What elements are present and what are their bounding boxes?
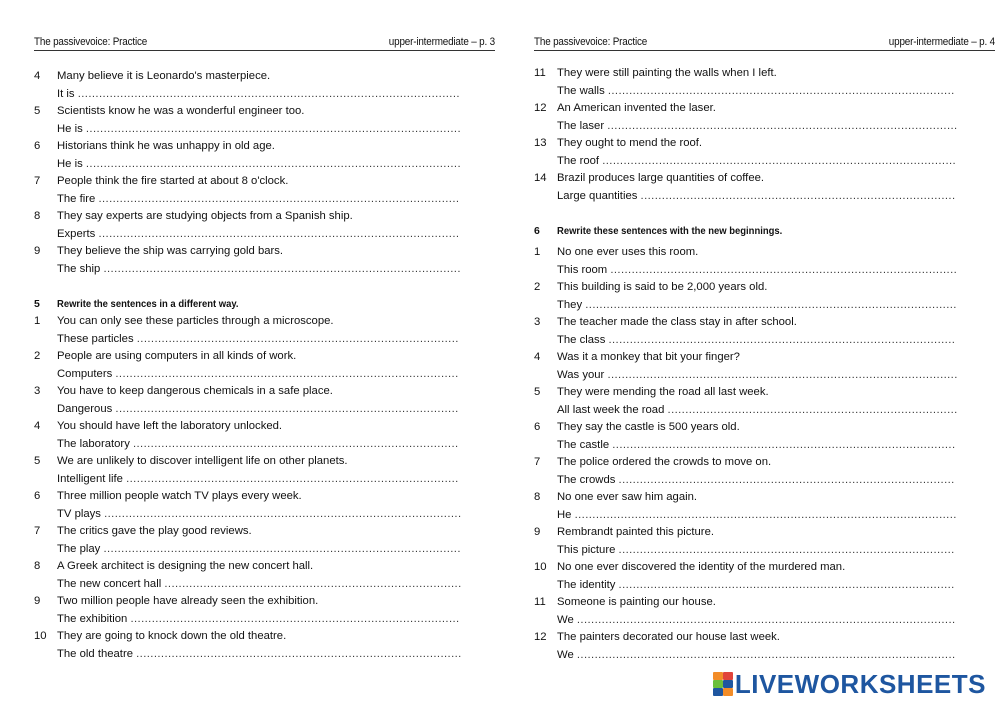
exercise-item <box>530 629 995 647</box>
answer-field[interactable]: ............................................................................................ <box>132 437 459 450</box>
item-sentence: No one ever discovered the identity of the murdered man. <box>557 561 846 573</box>
answer-row <box>530 647 995 665</box>
item-number: 13 <box>534 137 547 149</box>
answer-line <box>557 297 957 315</box>
answer-field[interactable]: ........................................................................................................... <box>576 613 956 626</box>
exercise-item <box>30 593 495 611</box>
item-number: 12 <box>534 102 547 114</box>
answer-line <box>557 612 956 630</box>
answer-row <box>30 506 495 524</box>
header-page-number: upper-intermediate – p. 4 <box>888 36 995 48</box>
answer-row <box>530 83 995 101</box>
answer-row <box>530 262 995 280</box>
item-number: 1 <box>534 246 541 258</box>
section-number: 5 <box>34 297 40 310</box>
answer-field[interactable]: ......................................................................................... <box>640 189 956 202</box>
right-page-header <box>534 36 995 51</box>
section-heading <box>30 296 495 314</box>
item-sentence: Brazil produces large quantities of coffee. <box>557 172 765 184</box>
answer-start: He is <box>57 157 83 170</box>
answer-line <box>557 83 955 101</box>
exercise-item <box>30 628 495 646</box>
exercise-item <box>530 559 995 577</box>
item-number: 6 <box>34 140 41 152</box>
answer-line <box>557 153 956 171</box>
answer-field[interactable]: ...................................................................................................... <box>98 192 460 205</box>
exercise-item <box>530 454 995 472</box>
answer-line <box>557 188 956 206</box>
exercise-item <box>30 103 495 121</box>
answer-row <box>530 612 995 630</box>
answer-line <box>557 647 956 665</box>
item-sentence: They believe the ship was carrying gold bars. <box>57 245 284 257</box>
answer-field[interactable]: ................................................................................................... <box>607 368 958 381</box>
exercise-item <box>30 488 495 506</box>
item-sentence: Scientists know he was a wonderful engineer too. <box>57 105 305 117</box>
item-sentence: Someone is painting our house. <box>557 596 716 608</box>
answer-line <box>57 331 459 349</box>
answer-row <box>530 472 995 490</box>
exercise-item <box>30 383 495 401</box>
answer-line <box>557 472 955 490</box>
answer-row <box>30 646 495 664</box>
answer-start: The laboratory <box>57 437 130 450</box>
exercise-item <box>530 349 995 367</box>
answer-line <box>557 402 958 420</box>
item-number: 10 <box>534 561 547 573</box>
exercise-item <box>30 453 495 471</box>
answer-line <box>57 471 459 489</box>
answer-field[interactable]: ........................................................................................... <box>136 332 459 345</box>
answer-start: He <box>557 508 572 521</box>
item-sentence: They were mending the road all last week. <box>557 386 769 398</box>
answer-row <box>30 156 495 174</box>
answer-start: We <box>557 613 574 626</box>
left-page-content <box>30 68 495 663</box>
item-number: 10 <box>34 630 47 642</box>
header-title: The passivevoice: Practice <box>534 36 648 48</box>
answer-line <box>57 261 461 279</box>
item-sentence: Two million people have already seen the exhibition. <box>57 595 319 607</box>
answer-field[interactable]: .......................................................................................................... <box>85 122 461 135</box>
item-number: 5 <box>534 386 541 398</box>
answer-line <box>57 611 460 629</box>
item-number: 6 <box>534 421 541 433</box>
exercise-item <box>30 558 495 576</box>
item-sentence: You can only see these particles through a microscope. <box>57 315 334 327</box>
item-number: 4 <box>34 420 41 432</box>
answer-row <box>30 611 495 629</box>
answer-line <box>57 156 461 174</box>
answer-start: These particles <box>57 332 134 345</box>
section-heading <box>530 223 995 241</box>
exercise-item <box>30 173 495 191</box>
answer-start: The roof <box>557 154 600 167</box>
item-number: 2 <box>534 281 541 293</box>
answer-field[interactable]: .................................................................................... <box>164 577 462 590</box>
answer-start: Dangerous <box>57 402 113 415</box>
spacer <box>530 205 995 223</box>
answer-line <box>57 646 462 664</box>
section-number: 6 <box>534 224 540 237</box>
item-sentence: They say the castle is 500 years old. <box>557 421 740 433</box>
answer-field[interactable]: ................................................................................................... <box>607 119 958 132</box>
right-page <box>530 0 995 707</box>
answer-row <box>30 436 495 454</box>
answer-line <box>557 332 955 350</box>
answer-row <box>530 118 995 136</box>
exercise-item <box>530 419 995 437</box>
answer-field[interactable]: ................................................................................................. <box>115 367 459 380</box>
item-sentence: They are going to knock down the old theatre. <box>57 630 287 642</box>
answer-row <box>30 121 495 139</box>
exercise-item <box>530 65 995 83</box>
answer-field[interactable]: ............................................................................................... <box>618 473 955 486</box>
answer-line <box>57 506 462 524</box>
exercise-item <box>30 208 495 226</box>
answer-row <box>30 471 495 489</box>
answer-row <box>30 366 495 384</box>
answer-field[interactable]: ........................................................................................................... <box>576 648 956 661</box>
answer-row <box>530 153 995 171</box>
answer-line <box>57 401 459 419</box>
item-number: 7 <box>34 175 41 187</box>
answer-field[interactable]: .................................................................................................. <box>607 84 955 97</box>
answer-field[interactable]: .................................................................................. <box>667 403 958 416</box>
answer-field[interactable]: ............................................................................................. <box>130 612 460 625</box>
item-number: 11 <box>534 596 546 608</box>
answer-line <box>57 436 459 454</box>
exercise-item <box>530 244 995 262</box>
answer-row <box>530 507 995 525</box>
answer-field[interactable]: ......................................................................................................... <box>585 298 957 311</box>
answer-line <box>57 121 461 139</box>
answer-row <box>30 576 495 594</box>
item-sentence: Rembrandt painted this picture. <box>557 526 714 538</box>
answer-row <box>30 331 495 349</box>
answer-row <box>30 401 495 419</box>
answer-line <box>57 576 462 594</box>
answer-row <box>530 188 995 206</box>
answer-start: Experts <box>57 227 96 240</box>
answer-start: The new concert hall <box>57 577 162 590</box>
item-sentence: No one ever saw him again. <box>557 491 698 503</box>
answer-field[interactable]: ................................................................................................. <box>115 402 459 415</box>
item-number: 3 <box>534 316 541 328</box>
answer-line <box>557 507 957 525</box>
answer-field[interactable]: ..................................................................................................... <box>103 262 461 275</box>
item-sentence: They were still painting the walls when I left. <box>557 67 777 79</box>
answer-start: TV plays <box>57 507 101 520</box>
item-number: 5 <box>34 105 41 117</box>
answer-start: Intelligent life <box>57 472 123 485</box>
item-number: 1 <box>34 315 41 327</box>
exercise-item <box>530 314 995 332</box>
item-number: 7 <box>534 456 541 468</box>
answer-start: Was your <box>557 368 605 381</box>
answer-start: The play <box>57 542 101 555</box>
exercise-item <box>530 170 995 188</box>
answer-row <box>530 332 995 350</box>
item-sentence: The police ordered the crowds to move on. <box>557 456 772 468</box>
item-number: 4 <box>534 351 541 363</box>
answer-line <box>57 86 460 104</box>
item-number: 12 <box>534 631 547 643</box>
exercise-item <box>30 418 495 436</box>
answer-line <box>557 542 955 560</box>
header-title: The passivevoice: Practice <box>34 36 148 48</box>
answer-start: The walls <box>557 84 605 97</box>
exercise-item <box>530 489 995 507</box>
item-sentence: Was it a monkey that bit your finger? <box>557 351 740 363</box>
answer-start: It is <box>57 87 75 100</box>
answer-line <box>557 262 957 280</box>
left-page <box>30 0 495 707</box>
item-sentence: You have to keep dangerous chemicals in a safe place. <box>57 385 333 397</box>
item-sentence: Three million people watch TV plays every week. <box>57 490 302 502</box>
answer-start: The identity <box>557 578 616 591</box>
item-sentence: This building is said to be 2,000 years old. <box>557 281 768 293</box>
item-number: 6 <box>34 490 41 502</box>
answer-start: The castle <box>557 438 610 451</box>
answer-field[interactable]: ............................................................................................................ <box>574 508 957 521</box>
item-sentence: An American invented the laser. <box>557 102 716 114</box>
item-number: 3 <box>34 385 41 397</box>
item-sentence: The critics gave the play good reviews. <box>57 525 252 537</box>
answer-start: They <box>557 298 583 311</box>
exercise-item <box>530 594 995 612</box>
answer-start: This picture <box>557 543 616 556</box>
exercise-item <box>30 138 495 156</box>
answer-field[interactable]: ..................................................................................................... <box>104 507 462 520</box>
answer-start: He is <box>57 122 83 135</box>
item-sentence: No one ever uses this room. <box>557 246 699 258</box>
liveworksheets-logo <box>713 669 986 699</box>
item-sentence: Many believe it is Leonardo's masterpiece. <box>57 70 271 82</box>
answer-line <box>557 437 956 455</box>
header-page-number: upper-intermediate – p. 3 <box>388 36 495 48</box>
answer-start: The fire <box>57 192 96 205</box>
item-number: 8 <box>534 491 541 503</box>
item-sentence: Historians think he was unhappy in old age. <box>57 140 275 152</box>
answer-start: We <box>557 648 574 661</box>
answer-start: The exhibition <box>57 612 128 625</box>
exercise-item <box>530 524 995 542</box>
answer-row <box>530 297 995 315</box>
answer-row <box>30 226 495 244</box>
section-title: Rewrite the sentences in a different way. <box>57 297 239 310</box>
answer-field[interactable]: .................................................................................................... <box>602 154 957 167</box>
answer-line <box>57 366 459 384</box>
answer-row <box>530 577 995 595</box>
answer-field[interactable]: ............................................................................................ <box>136 647 462 660</box>
item-sentence: The painters decorated our house last week. <box>557 631 780 643</box>
right-page-content <box>530 65 995 664</box>
item-number: 9 <box>34 595 41 607</box>
section-title: Rewrite these sentences with the new beginnings. <box>557 224 783 237</box>
answer-line <box>57 226 459 244</box>
answer-line <box>57 541 461 559</box>
answer-row <box>530 367 995 385</box>
answer-line <box>557 367 958 385</box>
item-sentence: They ought to mend the roof. <box>557 137 703 149</box>
item-number: 8 <box>34 210 41 222</box>
item-number: 2 <box>34 350 41 362</box>
answer-field[interactable]: ............................................................................................... <box>618 543 955 556</box>
item-number: 8 <box>34 560 41 572</box>
answer-start: The class <box>557 333 606 346</box>
answer-field[interactable]: ..................................................................................................... <box>103 542 461 555</box>
exercise-item <box>530 384 995 402</box>
exercise-item <box>530 100 995 118</box>
liveworksheets-logo-icon <box>713 672 733 696</box>
item-sentence: People are using computers in all kinds of work. <box>57 350 297 362</box>
left-page-header <box>34 36 495 51</box>
answer-field[interactable]: .................................................................................................. <box>610 263 958 276</box>
item-sentence: People think the fire started at about 8 o'clock. <box>57 175 289 187</box>
answer-row <box>530 402 995 420</box>
answer-start: The old theatre <box>57 647 133 660</box>
answer-start: Computers <box>57 367 113 380</box>
item-number: 5 <box>34 455 41 467</box>
item-number: 7 <box>34 525 41 537</box>
item-number: 11 <box>534 67 546 79</box>
item-sentence: The teacher made the class stay in after school. <box>557 316 797 328</box>
item-number: 9 <box>534 526 541 538</box>
exercise-item <box>30 523 495 541</box>
answer-line <box>57 191 459 209</box>
item-sentence: A Greek architect is designing the new concert hall. <box>57 560 314 572</box>
answer-start: All last week the road <box>557 403 665 416</box>
answer-start: The crowds <box>557 473 616 486</box>
item-sentence: They say experts are studying objects from a Spanish ship. <box>57 210 353 222</box>
answer-field[interactable]: ................................................................................................. <box>612 438 956 451</box>
answer-row <box>30 261 495 279</box>
answer-row <box>530 437 995 455</box>
answer-start: This room <box>557 263 608 276</box>
answer-row <box>530 542 995 560</box>
answer-field[interactable]: .................................................................................................. <box>608 333 956 346</box>
answer-field[interactable]: ............................................................................................................ <box>77 87 460 100</box>
answer-row <box>30 541 495 559</box>
item-number: 14 <box>534 172 547 184</box>
exercise-item <box>30 243 495 261</box>
item-number: 4 <box>34 70 41 82</box>
answer-line <box>557 577 955 595</box>
item-number: 9 <box>34 245 41 257</box>
answer-start: The ship <box>57 262 101 275</box>
answer-line <box>557 118 958 136</box>
answer-field[interactable]: .............................................................................................. <box>126 472 459 485</box>
item-sentence: We are unlikely to discover intelligent life on other planets. <box>57 455 348 467</box>
answer-field[interactable]: ...................................................................................................... <box>98 227 460 240</box>
exercise-item <box>530 135 995 153</box>
answer-start: Large quantities <box>557 189 638 202</box>
spacer <box>30 278 495 296</box>
exercise-item <box>530 279 995 297</box>
answer-start: The laser <box>557 119 605 132</box>
exercise-item <box>30 348 495 366</box>
answer-field[interactable]: .......................................................................................................... <box>85 157 461 170</box>
item-sentence: You should have left the laboratory unlocked. <box>57 420 283 432</box>
answer-row <box>30 86 495 104</box>
exercise-item <box>30 68 495 86</box>
exercise-item <box>30 313 495 331</box>
answer-row <box>30 191 495 209</box>
logo-text: LIVEWORKSHEETS <box>734 668 986 699</box>
answer-field[interactable]: ............................................................................................... <box>618 578 955 591</box>
